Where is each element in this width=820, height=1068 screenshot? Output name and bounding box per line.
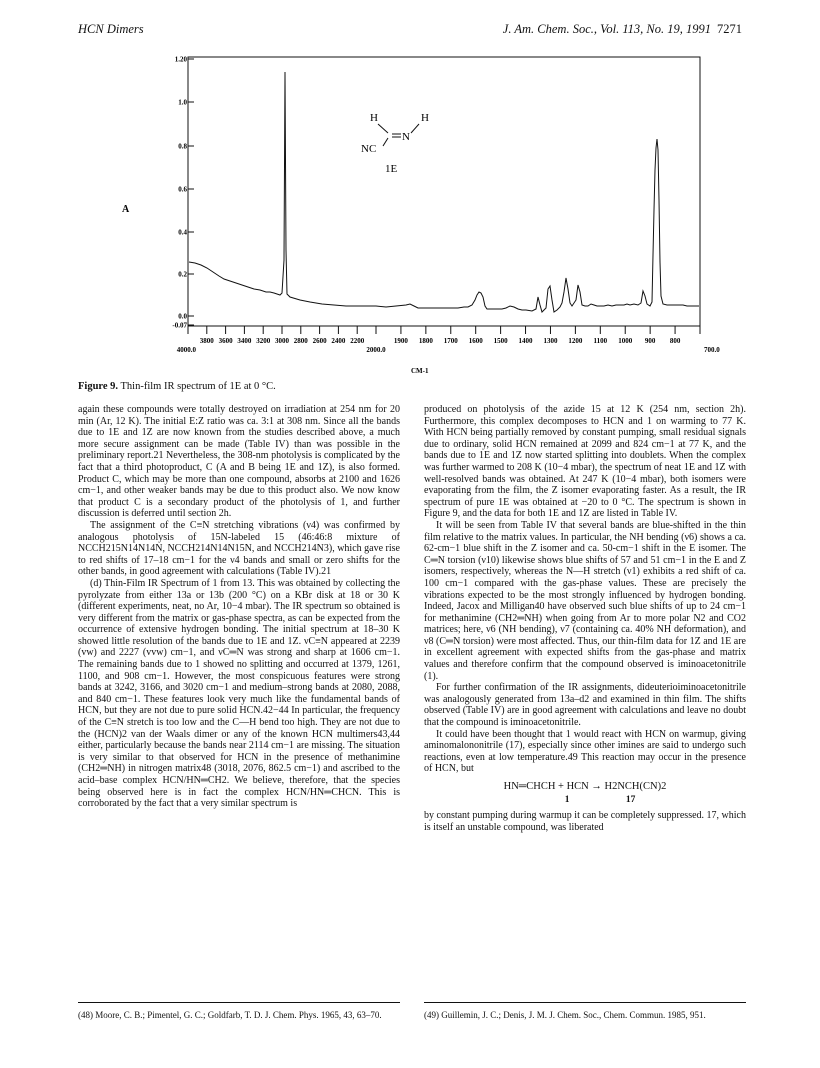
x-tick-label: 3200 [256,337,271,345]
spectrum-trace [189,72,699,312]
x-tick-label: 1300 [543,337,558,345]
paragraph: again these compounds were totally destroyed on irradiation at 254 nm for 20 min (Ar, 12 K). The initial E:Z ratio was ca. 3:1 at 308 nm. Since all the bands due to 1E and 1Z are now known from the studies described above, a much more secure assignment can be made (Table IV) than was possible in the preliminary report.21 Nevertheless, the 308-nm photolysis is complicated by the fact that a third photoproduct, C (A and B being 1E and 1Z), is also formed. Product C, which may be more than one compound, absorbs at 2100 and 1626 cm−1, and other weaker bands may be due to this product also. We now know that product C is a secondary product of the photolysis of 1, and further discussion is deferred until section 2h. [78,404,400,520]
x-tick-label: 900 [644,337,656,345]
ir-spectrum-figure [0,0,820,380]
right-column [424,404,746,833]
x-tick-label: 1700 [443,337,458,345]
journal-citation: J. Am. Chem. Soc., Vol. 113, No. 19, 1991 [502,22,711,36]
x-axis-unit-label: CM-1 [411,367,429,375]
x-axis-ticks [177,326,721,354]
x-tick-label: 2600 [312,337,327,345]
y-tick-label: -0.07 [172,321,187,330]
y-tick-label: 0.0 [178,312,187,321]
x-tick-label: 1200 [568,337,583,345]
y-axis-marker: A [122,204,130,215]
paragraph: The assignment of the C≡N stretching vibrations (ν4) was confirmed by analogous photolysis of 15N-labeled 15 (46:46:8 mixture of NCCH215N14N14N, NCCH214N14N15N, and NCCH214N3), which gave rise to red shifts of 17–18 cm−1 for the ν4 bands and small or zero shifts for the other bands, in good agreement with calculations (Table IV).21 [78,519,400,578]
reaction-compound-numbers: 1 17 [564,794,636,805]
paragraph: by constant pumping during warmup it can be completely suppressed. 17, which is itself an unstable compound, was liberated [424,810,746,833]
x-tick-label: 4000.0 [176,346,196,354]
x-tick-label: 3000 [275,337,289,345]
footnote-49: (49) Guillemin, J. C.; Denis, J. M. J. Chem. Soc., Chem. Commun. 1985, 951. [424,1010,706,1020]
paragraph: (d) Thin-Film IR Spectrum of 1 from 13. This was obtained by collecting the pyrolyzate from either 13a or 13b (200 °C) on a KBr disk at 18 or 30 K (different experiments, neat, no Ar, 10−4 mbar). The IR spectrum so obtained is very different from the matrix or gas-phase spectra, as can be expected from the occurrence of extensive hydrogen bonding. The initial spectrum at 18–30 K showed little resolution of the bands due to 1E and 1Z. νC≡N appeared at 2239 (vw) and 2227 (vvw) cm−1, and νC═N was strong and sharp at 1606 cm−1. The remaining bands due to 1 showed no splitting and occurred at 1379, 1261, 1100, and 908 cm−1. However, the most conspicuous features were strong bands at 3242, 3166, and 3020 cm−1 and medium–strong bands at 2080, 2088, and 840 cm−1. These features look very much like the fundamental bands of HCN, but they are not due to pure solid HCN.42−44 In particular, the frequency of the C≡N stretch is too low and the C—H bend too high. They are not due to the (HCN)2 van der Waals dimer or any of the known HCN multimers43,44 either, particularly because the bands near 2114 cm−1 are missing. The situation is very similar to that observed for HCN in the presence of methanimine (CH2═NH) in nitrogen matrix48 (3018, 2076, 862.5 cm−1) and ascribed to the acid–base complex HCN/HN═CH2. We believe, therefore, that the species being observed here is in fact the complex HCN/HN═CHCN. This is corroborated by the fact that a very similar spectrum is [78,577,400,810]
footnote-rule-right [424,1002,746,1003]
x-tick-label: 2200 [350,337,365,345]
paragraph: produced on photolysis of the azide 15 at 12 K (254 nm, section 2h). Furthermore, this complex decomposes to HCN and 1 on warming to 77 K. With HCN being partially removed by constant pumping, small residual signals due to ordinary, solid HCN remained at 2099 and 824 cm−1 at 77 K, and the bands due to 1E and 1Z now started splitting into doublets. When the complex was further warmed to 208 K (10−4 mbar), the spectrum of neat 1E and 1Z with well-resolved bands was obtained. At 247 K (10−4 mbar), both isomers were evaporating from the film, the Z isomer evaporating faster. As a result, the IR spectrum of pure 1E was obtained at −20 to 0 °C. The spectrum is shown in Figure 9, and the data for both 1E and 1Z are listed in Table IV. [424,404,746,520]
paragraph: It could have been thought that 1 would react with HCN on warmup, giving aminomalononitrile (17), especially since other imines are said to undergo such reactions, even at low temperature.49 This reaction may occur in the presence of HCN, but [424,728,746,775]
x-tick-label: 1500 [493,337,508,345]
figure-caption-text: Thin-film IR spectrum of 1E at 0 °C. [120,381,276,392]
y-tick-label: 0.6 [178,185,187,194]
y-tick-label: 0.2 [178,270,187,279]
y-axis-ticks [172,56,194,330]
y-tick-label: 1.0 [178,98,187,107]
atom-n: N [402,131,410,143]
plot-frame [188,57,700,326]
x-tick-label: 1100 [593,337,608,345]
x-tick-label: 3400 [237,337,252,345]
reaction-equation: HN═CHCH + HCN → H2NCH(CN)2 [503,781,667,792]
group-nc: NC [361,143,377,155]
x-tick-label: 1000 [618,337,633,345]
y-tick-label: 0.8 [178,142,187,151]
x-tick-label: 1600 [468,337,483,345]
x-tick-label: 2400 [331,337,346,345]
y-tick-label: 1.20 [174,55,187,64]
paragraph: For further confirmation of the IR assignments, dideuterioiminoacetonitrile was analogously generated from 13a–d2 and examined in thin film. The shifts observed (Table IV) are in good agreement with calculations and leave no doubt that the compound is iminoacetonitrile. [424,682,746,729]
running-header-title: HCN Dimers [78,22,144,36]
paragraph: It will be seen from Table IV that several bands are blue-shifted in the thin film relative to the matrix values. In particular, the NH bending (ν6) shows a ca. 62-cm−1 blue shift in the Z isomer and ca. 50-cm−1 shift in the E isomer. The C═N torsion (ν10) likewise shows blue shifts of 57 and 51 cm−1 in the E and Z isomers, respectively, whereas the N—H stretch (ν1) exhibits a red shift of ca. 100 cm−1 compared with the gas-phase values. These are precisely the vibrations expected to be the most strongly influenced by hydrogen bonding. Indeed, Jacox and Milligan40 have observed such blue shifts of up to 24 cm−1 for methanimine (CH2═NH) when going from Ar to more polar N2 and CO2 matrices; here, ν6 (NH bending), ν7 (containing ca. 40% NH deformation), and ν8 (C═N torsion) were most affected. Thus, our thin-film data for 1Z and 1E are in excellent agreement with expected shifts from the gas-phase and matrix values and therefore confirm that the compound observed is iminoacetonitrile (1). [424,519,746,682]
figure-caption [78,381,276,392]
x-tick-label: 2000.0 [366,346,386,354]
footnote-rule-left [78,1002,400,1003]
x-tick-label: 3800 [199,337,214,345]
page-number: 7271 [717,22,742,36]
x-tick-label: 3600 [218,337,233,345]
figure-caption-label: Figure 9. [78,381,119,392]
x-tick-label: 1400 [518,337,533,345]
atom-h-left: H [370,112,378,124]
x-tick-label: 700.0 [704,346,720,354]
x-tick-label: 800 [669,337,681,345]
x-tick-label: 2800 [293,337,308,345]
compound-label: 1E [385,163,398,175]
atom-h-right: H [421,112,429,124]
footnote-48: (48) Moore, C. B.; Pimentel, G. C.; Goldfarb, T. D. J. Chem. Phys. 1965, 43, 63–70. [78,1010,382,1020]
y-tick-label: 0.4 [178,228,187,237]
x-tick-label: 1800 [418,337,433,345]
molecule-structure-1E [361,112,429,175]
left-column [78,404,400,810]
x-tick-label: 1900 [393,337,408,345]
